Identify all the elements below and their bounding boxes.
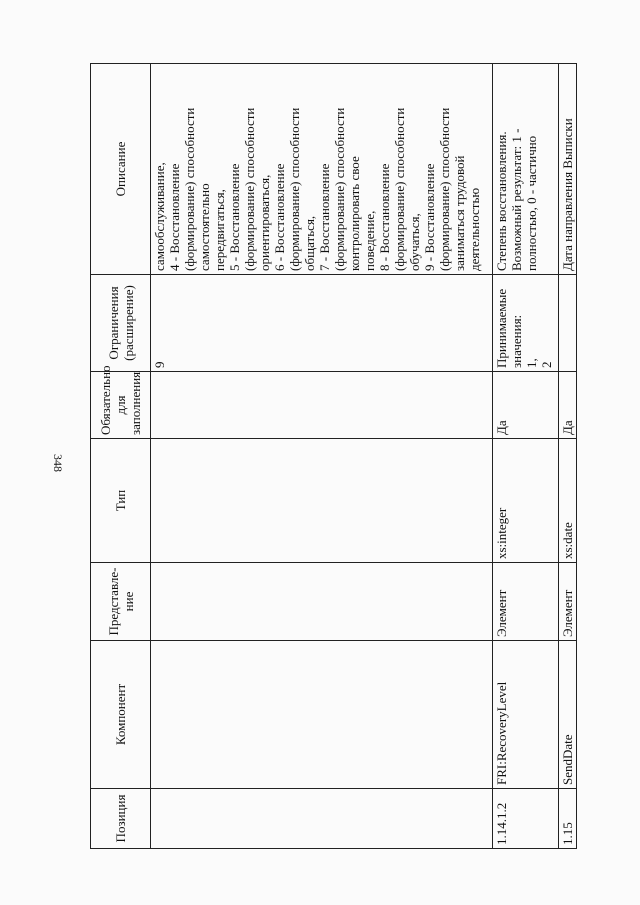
cell-type: xs:integer — [493, 439, 559, 563]
description-line: обучаться, — [407, 213, 422, 271]
description-line: контролировать свое — [347, 156, 362, 271]
description-line: ориентироваться, — [257, 174, 272, 271]
header-position: Позиция — [91, 789, 151, 849]
cell-description — [151, 64, 493, 275]
cell-required: Да — [493, 372, 559, 439]
table-row — [151, 64, 493, 849]
header-representation: Представле-ние — [91, 563, 151, 641]
description-line: самообслуживание, — [152, 162, 167, 271]
rotated-table-container — [90, 64, 575, 849]
description-line: 8 - Восстановление — [377, 163, 392, 271]
description-line: поведение, — [362, 210, 377, 271]
cell-position: 1.14.1.2 — [493, 789, 559, 849]
description-line: (формирование) способности — [332, 107, 347, 271]
description-line: (формирование) способности — [242, 107, 257, 271]
cell-constraints — [559, 275, 577, 372]
page-number: 348 — [51, 454, 65, 472]
description-line: 4 - Восстановление — [167, 163, 182, 271]
cell-position — [151, 789, 493, 849]
cell-constraints: 9 — [151, 275, 493, 372]
description-line: Степень восстановления. — [494, 131, 509, 271]
description-line: деятельностью — [467, 187, 482, 271]
cell-component: FRI:RecoveryLevel — [493, 641, 559, 789]
constraint-line: Принимаемые — [494, 288, 509, 368]
cell-constraints — [493, 275, 559, 372]
cell-required: Да — [559, 372, 577, 439]
header-constraints: Ограничения (расширение) — [91, 275, 151, 372]
cell-required — [151, 372, 493, 439]
cell-representation — [151, 563, 493, 641]
description-line: (формирование) способности — [287, 107, 302, 271]
table-header-row — [91, 64, 151, 849]
header-description: Описание — [91, 64, 151, 275]
table-row — [493, 64, 559, 849]
header-component: Компонент — [91, 641, 151, 789]
table-row — [559, 64, 577, 849]
description-line: (формирование) способности — [392, 107, 407, 271]
cell-component: SendDate — [559, 641, 577, 789]
description-line: полностью, 0 - частично — [524, 135, 539, 271]
description-line: передвигаться, — [212, 189, 227, 271]
description-line: 9 - Восстановление — [422, 163, 437, 271]
header-required: Обязательно для заполнения — [91, 372, 151, 439]
data-table — [90, 63, 577, 849]
description-line: 7 - Восстановление — [317, 163, 332, 271]
cell-component — [151, 641, 493, 789]
constraint-line: значения: — [509, 314, 524, 368]
constraint-line: 2 — [539, 361, 554, 368]
cell-description — [493, 64, 559, 275]
cell-representation: Элемент — [559, 563, 577, 641]
cell-type: xs:date — [559, 439, 577, 563]
cell-representation: Элемент — [493, 563, 559, 641]
description-line: Дата направления Выписки — [560, 118, 575, 271]
description-line: 6 - Восстановление — [272, 163, 287, 271]
cell-position: 1.15 — [559, 789, 577, 849]
description-line: Возможный результат: 1 - — [509, 128, 524, 271]
cell-type — [151, 439, 493, 563]
description-line: самостоятельно — [197, 183, 212, 271]
constraint-line: 1, — [524, 358, 539, 368]
description-line: 5 - Восстановление — [227, 163, 242, 271]
cell-description — [559, 64, 577, 275]
description-line: заниматься трудовой — [452, 155, 467, 271]
description-line: (формирование) способности — [437, 107, 452, 271]
header-type: Тип — [91, 439, 151, 563]
description-line: общаться, — [302, 215, 317, 271]
description-line: (формирование) способности — [182, 107, 197, 271]
